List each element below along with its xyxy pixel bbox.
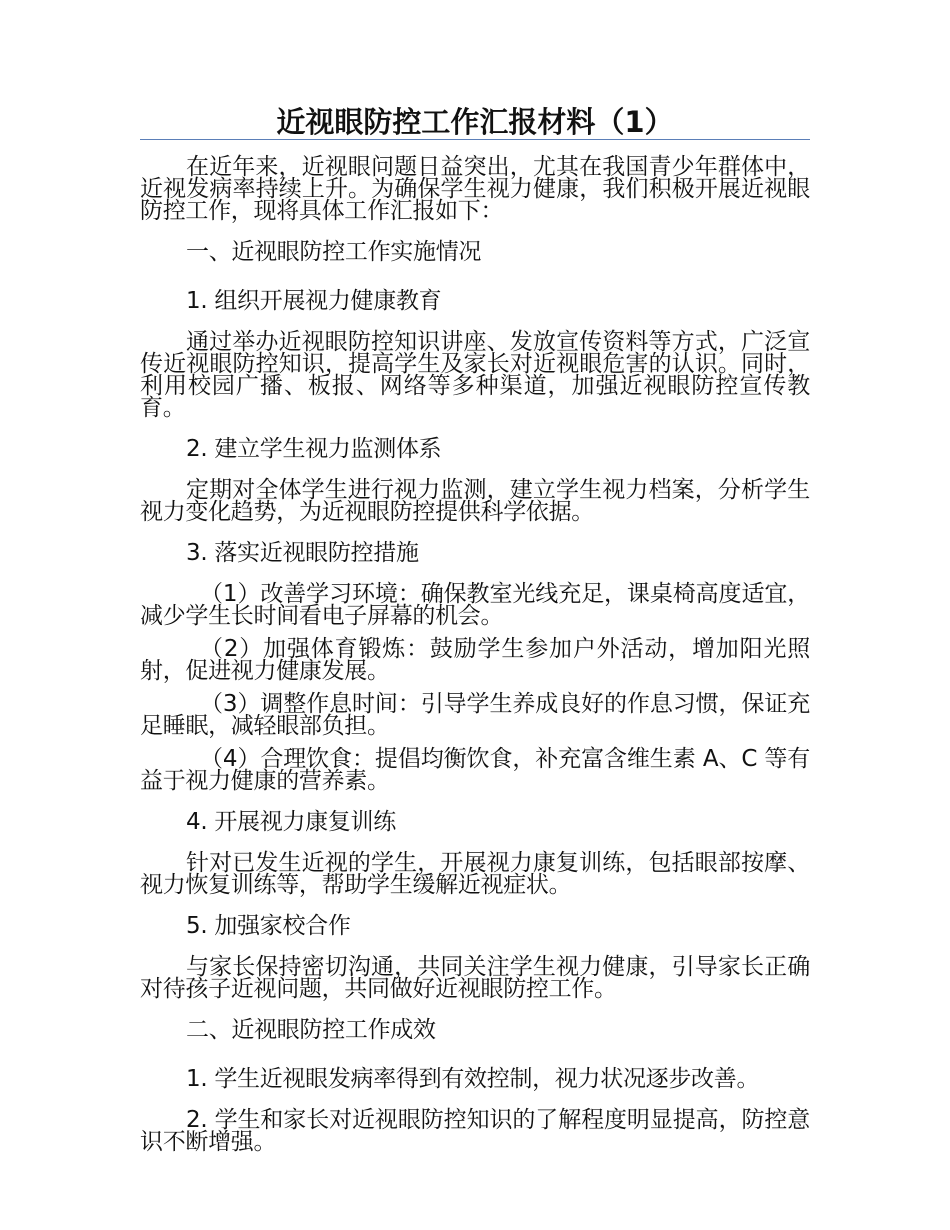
subheading-prevention-measures: 3. 落实近视眼防控措施	[186, 540, 419, 566]
intro-paragraph: 在近年来，近视眼问题日益突出，尤其在我国青少年群体中，近视发病率持续上升。为确保学生视力健康，我们积极开展近视眼防控工作，现将具体工作汇报如下：	[140, 154, 810, 224]
paragraph-vision-monitoring: 定期对全体学生进行视力监测，建立学生视力档案，分析学生视力变化趋势，为近视眼防控提供科学依据。	[140, 477, 810, 525]
measure-item-diet: （4）合理饮食：提倡均衡饮食，补充富含维生素 A、C 等有益于视力健康的营养素。	[140, 746, 810, 794]
subheading-vision-monitoring: 2. 建立学生视力监测体系	[186, 436, 442, 462]
paragraph-home-school: 与家长保持密切沟通，共同关注学生视力健康，引导家长正确对待孩子近视问题，共同做好近视眼防控工作。	[140, 954, 810, 1002]
subheading-rehab-training: 4. 开展视力康复训练	[186, 809, 396, 835]
document-body	[140, 156, 810, 1164]
title-underline	[140, 139, 810, 140]
section-heading-implementation: 一、近视眼防控工作实施情况	[186, 239, 482, 265]
section-heading-results: 二、近视眼防控工作成效	[186, 1017, 436, 1043]
result-item-1: 1. 学生近视眼发病率得到有效控制，视力状况逐步改善。	[186, 1066, 760, 1092]
paragraph-health-education: 通过举办近视眼防控知识讲座、发放宣传资料等方式，广泛宣传近视眼防控知识，提高学生及家长对近视眼危害的认识。同时，利用校园广播、板报、网络等多种渠道，加强近视眼防控宣传教育。	[140, 329, 810, 421]
document-title: 近视眼防控工作汇报材料（1）	[276, 105, 674, 139]
paragraph-rehab-training: 针对已发生近视的学生，开展视力康复训练，包括眼部按摩、视力恢复训练等，帮助学生缓解近视症状。	[140, 850, 810, 898]
result-item-2: 2. 学生和家长对近视眼防控知识的了解程度明显提高，防控意识不断增强。	[140, 1107, 810, 1155]
measure-item-schedule: （3）调整作息时间：引导学生养成良好的作息习惯，保证充足睡眠，减轻眼部负担。	[140, 691, 810, 739]
measure-item-environment: （1）改善学习环境：确保教室光线充足，课桌椅高度适宜，减少学生长时间看电子屏幕的机会。	[140, 581, 810, 629]
subheading-home-school: 5. 加强家校合作	[186, 913, 351, 939]
measure-item-exercise: （2）加强体育锻炼：鼓励学生参加户外活动，增加阳光照射，促进视力健康发展。	[140, 636, 810, 684]
subheading-health-education: 1. 组织开展视力健康教育	[186, 288, 442, 314]
